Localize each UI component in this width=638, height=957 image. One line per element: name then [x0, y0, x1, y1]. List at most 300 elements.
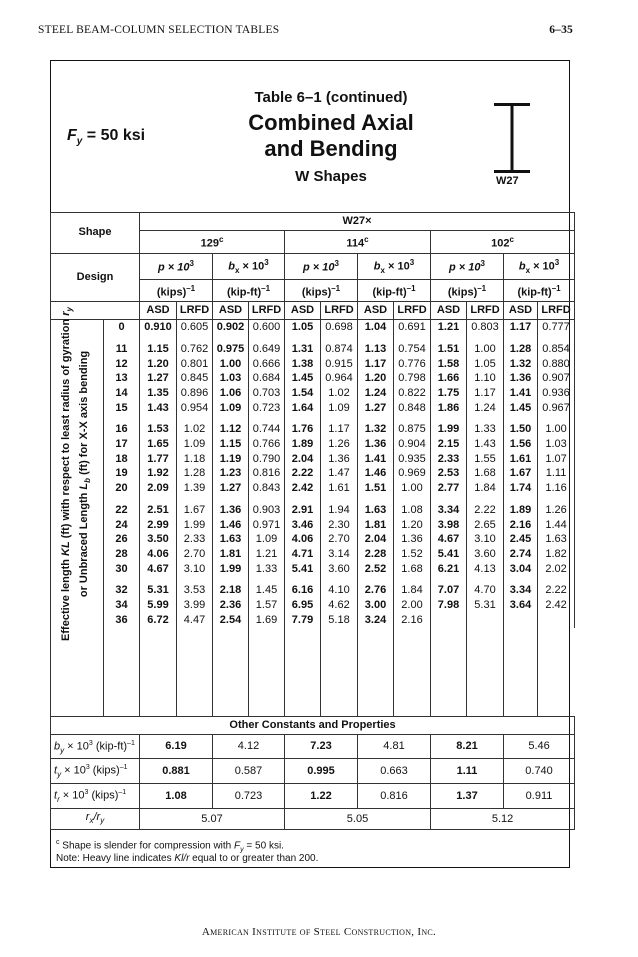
- row-spacer: [140, 701, 177, 716]
- w-shape-icon: [494, 103, 530, 173]
- shape-group-header: W27×: [140, 213, 575, 231]
- table-cell: 1.45: [249, 583, 285, 598]
- table-cell: 1.51: [431, 342, 467, 357]
- table-cell: 6.16: [285, 583, 321, 598]
- row-spacer: [285, 657, 321, 672]
- row-spacer: [504, 496, 538, 503]
- table-cell: 1.46: [213, 518, 249, 533]
- row-spacer: [104, 335, 140, 342]
- lrfd-header: LRFD: [394, 302, 431, 320]
- prop-value: 8.21: [431, 734, 504, 759]
- table-cell: 2.02: [538, 562, 575, 577]
- row-spacer: [538, 335, 575, 342]
- row-spacer: [213, 335, 249, 342]
- table-cell: 1.44: [538, 518, 575, 533]
- row-spacer: [467, 628, 504, 643]
- table-cell: 1.26: [321, 437, 358, 452]
- table-cell: 1.67: [504, 466, 538, 481]
- prop-value: 1.11: [431, 759, 504, 784]
- table-cell: 0.816: [249, 466, 285, 481]
- table-row: [51, 320, 575, 335]
- table-cell: 1.56: [504, 437, 538, 452]
- table-cell: 0.936: [538, 386, 575, 401]
- weight-header-114: 114$^c$: [285, 231, 431, 254]
- table-cell: 4.70: [467, 583, 504, 598]
- table-cell: 3.99: [177, 598, 213, 613]
- table-cell: 2.00: [394, 598, 431, 613]
- table-cell: 1.66: [431, 371, 467, 386]
- table-cell: 0.907: [538, 371, 575, 386]
- row-spacer: [431, 672, 467, 687]
- table-cell: 1.50: [504, 422, 538, 437]
- table-row: [51, 481, 575, 496]
- table-cell: 1.19: [213, 452, 249, 467]
- length-value: 24: [104, 518, 140, 533]
- row-spacer: [213, 628, 249, 643]
- table-cell: 1.27: [358, 401, 394, 416]
- table-row: [51, 547, 575, 562]
- row-spacer: [177, 335, 213, 342]
- running-head-title: STEEL BEAM-COLUMN SELECTION TABLES: [38, 24, 280, 36]
- table-cell: 3.34: [431, 503, 467, 518]
- length-value: 28: [104, 547, 140, 562]
- table-cell: 1.75: [431, 386, 467, 401]
- table-cell: 1.11: [538, 466, 575, 481]
- prop-value: 5.46: [504, 734, 575, 759]
- table-cell: 7.79: [285, 613, 321, 628]
- row-spacer: [51, 701, 104, 716]
- row-spacer: [213, 686, 249, 701]
- table-cell: 1.17: [467, 386, 504, 401]
- row-spacer: [358, 642, 394, 657]
- table-cell: 1.21: [431, 320, 467, 335]
- asd-header: ASD: [358, 302, 394, 320]
- p-header: $p \times 10^3$: [140, 253, 213, 279]
- table-row: [51, 503, 575, 518]
- table-cell: 1.46: [358, 466, 394, 481]
- table-cell: 1.28: [504, 342, 538, 357]
- table-cell: 0.843: [249, 481, 285, 496]
- row-spacer: [394, 496, 431, 503]
- row-spacer: [358, 672, 394, 687]
- table-cell: 3.50: [140, 532, 177, 547]
- table-cell: 1.51: [358, 481, 394, 496]
- row-spacer: [177, 628, 213, 643]
- row-spacer: [467, 686, 504, 701]
- prop-value: 0.995: [285, 759, 358, 784]
- table-cell: 3.00: [358, 598, 394, 613]
- table-cell: 0.666: [249, 357, 285, 372]
- table-cell: 6.72: [140, 613, 177, 628]
- asd-header: ASD: [213, 302, 249, 320]
- table-cell: 0.600: [249, 320, 285, 335]
- table-cell: 4.47: [177, 613, 213, 628]
- table-cell: 0.904: [394, 437, 431, 452]
- row-spacer: [467, 642, 504, 657]
- table-cell: 1.63: [213, 532, 249, 547]
- row-spacer: [104, 672, 140, 687]
- table-cell: 1.06: [213, 386, 249, 401]
- asd-header: ASD: [431, 302, 467, 320]
- table-row: [51, 532, 575, 547]
- table-frame: [50, 60, 570, 868]
- prop-value: 7.23: [285, 734, 358, 759]
- row-spacer: [431, 628, 467, 643]
- table-cell: 1.12: [213, 422, 249, 437]
- table-cell: 1.89: [285, 437, 321, 452]
- table-cell: 1.99: [431, 422, 467, 437]
- row-spacer: [394, 576, 431, 583]
- table-row: [51, 613, 575, 628]
- table-cell: 2.09: [140, 481, 177, 496]
- table-cell: 1.45: [285, 371, 321, 386]
- table-cell: 1.18: [177, 452, 213, 467]
- row-spacer: [467, 415, 504, 422]
- length-value: 11: [104, 342, 140, 357]
- table-cell: 3.10: [177, 562, 213, 577]
- table-cell: 4.13: [467, 562, 504, 577]
- table-cell: 0.910: [140, 320, 177, 335]
- prop-value: 6.19: [140, 734, 213, 759]
- table-cell: 2.91: [285, 503, 321, 518]
- row-spacer: [177, 415, 213, 422]
- table-cell: 0.964: [321, 371, 358, 386]
- table-cell: 1.69: [249, 613, 285, 628]
- table-cell: 0.875: [394, 422, 431, 437]
- length-value: 30: [104, 562, 140, 577]
- table-cell: 0.649: [249, 342, 285, 357]
- tr-label: $t_r \times 10^3$ (kips)$^{-1}$: [51, 784, 140, 809]
- table-cell: 2.99: [140, 518, 177, 533]
- table-cell: 1.09: [177, 437, 213, 452]
- table-cell: 1.33: [249, 562, 285, 577]
- table-cell: 2.22: [467, 503, 504, 518]
- table-cell: 1.57: [249, 598, 285, 613]
- table-cell: 0.874: [321, 342, 358, 357]
- weight-header-102: 102$^c$: [431, 231, 575, 254]
- table-cell: 2.70: [177, 547, 213, 562]
- table-cell: 1.26: [538, 503, 575, 518]
- table-cell: 2.04: [358, 532, 394, 547]
- length-value: 19: [104, 466, 140, 481]
- table-cell: 5.31: [467, 598, 504, 613]
- effective-length-label: Effective length KL (ft) with respect to least radius of gyration $r_y$ or Unbraced Length $L_b$ (ft) for X-X axis bending: [51, 320, 104, 628]
- table-cell: 0.975: [213, 342, 249, 357]
- table-cell: 1.04: [358, 320, 394, 335]
- table-cell: 2.42: [285, 481, 321, 496]
- table-cell: 1.05: [285, 320, 321, 335]
- length-value: 12: [104, 357, 140, 372]
- row-spacer: [213, 415, 249, 422]
- table-cell: 1.07: [538, 452, 575, 467]
- row-spacer: [431, 657, 467, 672]
- table-cell: 1.33: [467, 422, 504, 437]
- table-cell: 1.17: [504, 320, 538, 335]
- table-cell: 1.67: [177, 503, 213, 518]
- table-cell: 1.68: [467, 466, 504, 481]
- kips-unit: (kips)$^{-1}$: [285, 279, 358, 302]
- row-spacer: [140, 642, 177, 657]
- table-cell: 3.60: [467, 547, 504, 562]
- row-spacer: [213, 672, 249, 687]
- table-row: [51, 598, 575, 613]
- table-cell: 1.17: [358, 357, 394, 372]
- row-spacer: [504, 576, 538, 583]
- table-cell: 1.17: [321, 422, 358, 437]
- row-spacer: [321, 576, 358, 583]
- row-spacer: [51, 642, 104, 657]
- row-spacer: [358, 657, 394, 672]
- row-spacer: [249, 576, 285, 583]
- table-cell: 1.02: [177, 422, 213, 437]
- table-cell: 1.36: [213, 503, 249, 518]
- table-cell: 2.53: [431, 466, 467, 481]
- table-cell: 5.31: [140, 583, 177, 598]
- table-cell: 2.42: [538, 598, 575, 613]
- table-cell: 1.53: [140, 422, 177, 437]
- table-cell: 0.935: [394, 452, 431, 467]
- table-cell: 1.36: [321, 452, 358, 467]
- row-spacer: [249, 335, 285, 342]
- table-cell: 4.10: [321, 583, 358, 598]
- row-spacer: [394, 701, 431, 716]
- table-cell: 1.81: [358, 518, 394, 533]
- table-row: [51, 371, 575, 386]
- row-spacer: [504, 642, 538, 657]
- table-cell: 1.68: [394, 562, 431, 577]
- table-cell: 0.848: [394, 401, 431, 416]
- row-spacer: [213, 576, 249, 583]
- table-cell: 0.790: [249, 452, 285, 467]
- table-cell: 1.38: [285, 357, 321, 372]
- bx-header: $b_x \times 10^3$: [358, 253, 431, 279]
- table-cell: 2.30: [321, 518, 358, 533]
- table-cell: 0.605: [177, 320, 213, 335]
- prop-value: 1.22: [285, 784, 358, 809]
- by-label: $b_y \times 10^3$ $(kip-ft)^{-1}$: [51, 734, 140, 759]
- table-cell: 1.61: [504, 452, 538, 467]
- row-spacer: [140, 496, 177, 503]
- row-spacer: [321, 415, 358, 422]
- table-row: [51, 437, 575, 452]
- table-cell: 2.45: [504, 532, 538, 547]
- table-cell: 3.10: [467, 532, 504, 547]
- table-cell: 0.896: [177, 386, 213, 401]
- row-spacer: [177, 657, 213, 672]
- row-spacer: [358, 701, 394, 716]
- row-spacer: [431, 335, 467, 342]
- row-spacer: [177, 672, 213, 687]
- table-cell: 1.82: [538, 547, 575, 562]
- prop-value: 0.663: [358, 759, 431, 784]
- table-cell: 1.43: [467, 437, 504, 452]
- table-cell: 1.52: [394, 547, 431, 562]
- row-spacer: [249, 415, 285, 422]
- row-spacer: [394, 335, 431, 342]
- table-row: [51, 583, 575, 598]
- length-value: 0: [104, 320, 140, 335]
- table-row: [51, 466, 575, 481]
- asd-header: ASD: [140, 302, 177, 320]
- table-number: Table 6–1 (continued): [254, 89, 408, 106]
- length-value: 13: [104, 371, 140, 386]
- table-cell: 6.21: [431, 562, 467, 577]
- table-title-2: and Bending: [264, 136, 398, 161]
- row-spacer: [140, 686, 177, 701]
- row-spacer: [140, 628, 177, 643]
- row-spacer: [249, 672, 285, 687]
- table-cell: 1.61: [321, 481, 358, 496]
- row-spacer: [467, 657, 504, 672]
- table-row: [51, 422, 575, 437]
- shape-designation: W27: [496, 175, 519, 187]
- table-cell: 0.762: [177, 342, 213, 357]
- table-cell: 1.89: [504, 503, 538, 518]
- row-spacer: [321, 701, 358, 716]
- prop-value: 0.881: [140, 759, 213, 784]
- table-cell: 1.03: [538, 437, 575, 452]
- ty-label: $t_y \times 10^3$ (kips)$^{-1}$: [51, 759, 140, 784]
- row-spacer: [285, 642, 321, 657]
- row-spacer: [321, 335, 358, 342]
- table-cell: 2.22: [538, 583, 575, 598]
- table-cell: 2.76: [358, 583, 394, 598]
- table-cell: 0.915: [321, 357, 358, 372]
- p-header: $p \times 10^3$: [431, 253, 504, 279]
- table-cell: 1.32: [358, 422, 394, 437]
- table-cell: 2.33: [177, 532, 213, 547]
- table-cell: [467, 613, 504, 628]
- table-cell: 0.822: [394, 386, 431, 401]
- table-cell: [504, 613, 538, 628]
- other-constants-header: Other Constants and Properties: [51, 716, 575, 734]
- row-spacer: [394, 628, 431, 643]
- row-spacer: [358, 415, 394, 422]
- row-spacer: [504, 335, 538, 342]
- table-cell: 0.703: [249, 386, 285, 401]
- prop-value: 0.816: [358, 784, 431, 809]
- table-cell: 1.05: [467, 357, 504, 372]
- table-row: [51, 342, 575, 357]
- length-value: 32: [104, 583, 140, 598]
- row-spacer: [249, 657, 285, 672]
- table-cell: 1.09: [249, 532, 285, 547]
- row-spacer: [358, 576, 394, 583]
- table-subtitle: W Shapes: [295, 168, 367, 185]
- table-cell: 0.798: [394, 371, 431, 386]
- table-cell: 1.92: [140, 466, 177, 481]
- yield-strength-label: $F_y = 50$ ksi: [67, 127, 146, 148]
- table-cell: 1.15: [140, 342, 177, 357]
- running-head: [38, 24, 573, 40]
- table-cell: 0.854: [538, 342, 575, 357]
- table-cell: 4.06: [285, 532, 321, 547]
- table-cell: 1.09: [321, 401, 358, 416]
- table-cell: 1.28: [177, 466, 213, 481]
- row-spacer: [321, 686, 358, 701]
- table-cell: 1.00: [213, 357, 249, 372]
- prop-value: 4.12: [213, 734, 285, 759]
- table-cell: 0.777: [538, 320, 575, 335]
- row-spacer: [467, 496, 504, 503]
- table-cell: 3.46: [285, 518, 321, 533]
- row-spacer: [467, 576, 504, 583]
- table-cell: 7.07: [431, 583, 467, 598]
- table-cell: 0.880: [538, 357, 575, 372]
- length-value: 34: [104, 598, 140, 613]
- table-cell: 3.98: [431, 518, 467, 533]
- table-cell: 1.99: [213, 562, 249, 577]
- table-cell: 1.45: [504, 401, 538, 416]
- row-spacer: [467, 701, 504, 716]
- row-spacer: [467, 672, 504, 687]
- table-cell: 2.52: [358, 562, 394, 577]
- row-spacer: [285, 701, 321, 716]
- row-spacer: [394, 642, 431, 657]
- row-spacer: [321, 496, 358, 503]
- row-spacer: [394, 686, 431, 701]
- table-cell: 4.67: [140, 562, 177, 577]
- design-header: Design: [51, 253, 140, 302]
- row-spacer: [104, 576, 140, 583]
- lrfd-header: LRFD: [177, 302, 213, 320]
- table-cell: 1.76: [285, 422, 321, 437]
- table-cell: 4.62: [321, 598, 358, 613]
- row-spacer: [177, 686, 213, 701]
- table-cell: 1.47: [321, 466, 358, 481]
- table-cell: 0.845: [177, 371, 213, 386]
- lrfd-header: LRFD: [249, 302, 285, 320]
- row-spacer: [321, 672, 358, 687]
- rxry-label: $r_x/r_y$: [51, 809, 140, 830]
- table-cell: 4.71: [285, 547, 321, 562]
- row-spacer: [504, 701, 538, 716]
- prop-value: 1.08: [140, 784, 213, 809]
- row-spacer: [213, 642, 249, 657]
- table-cell: 1.41: [504, 386, 538, 401]
- row-spacer: [140, 415, 177, 422]
- table-cell: 0.954: [177, 401, 213, 416]
- table-cell: 1.00: [467, 342, 504, 357]
- table-cell: 0.971: [249, 518, 285, 533]
- p-header: $p \times 10^3$: [285, 253, 358, 279]
- weight-header-129: 129$^c$: [140, 231, 285, 254]
- table-cell: 1.32: [504, 357, 538, 372]
- table-cell: 3.60: [321, 562, 358, 577]
- prop-value: 0.740: [504, 759, 575, 784]
- table-cell: 2.33: [431, 452, 467, 467]
- row-spacer: [394, 672, 431, 687]
- bx-header: $b_x \times 10^3$: [213, 253, 285, 279]
- bx-header: $b_x \times 10^3$: [504, 253, 575, 279]
- table-cell: 1.27: [140, 371, 177, 386]
- row-spacer: [285, 672, 321, 687]
- table-cell: 6.95: [285, 598, 321, 613]
- row-spacer: [249, 701, 285, 716]
- row-spacer: [358, 628, 394, 643]
- row-spacer: [213, 701, 249, 716]
- shape-header: Shape: [51, 213, 140, 254]
- table-cell: 0.801: [177, 357, 213, 372]
- row-spacer: [394, 415, 431, 422]
- table-row: [51, 518, 575, 533]
- table-cell: 2.65: [467, 518, 504, 533]
- table-cell: 3.04: [504, 562, 538, 577]
- row-spacer: [431, 701, 467, 716]
- row-spacer: [504, 628, 538, 643]
- table-cell: 1.13: [358, 342, 394, 357]
- row-spacer: [213, 657, 249, 672]
